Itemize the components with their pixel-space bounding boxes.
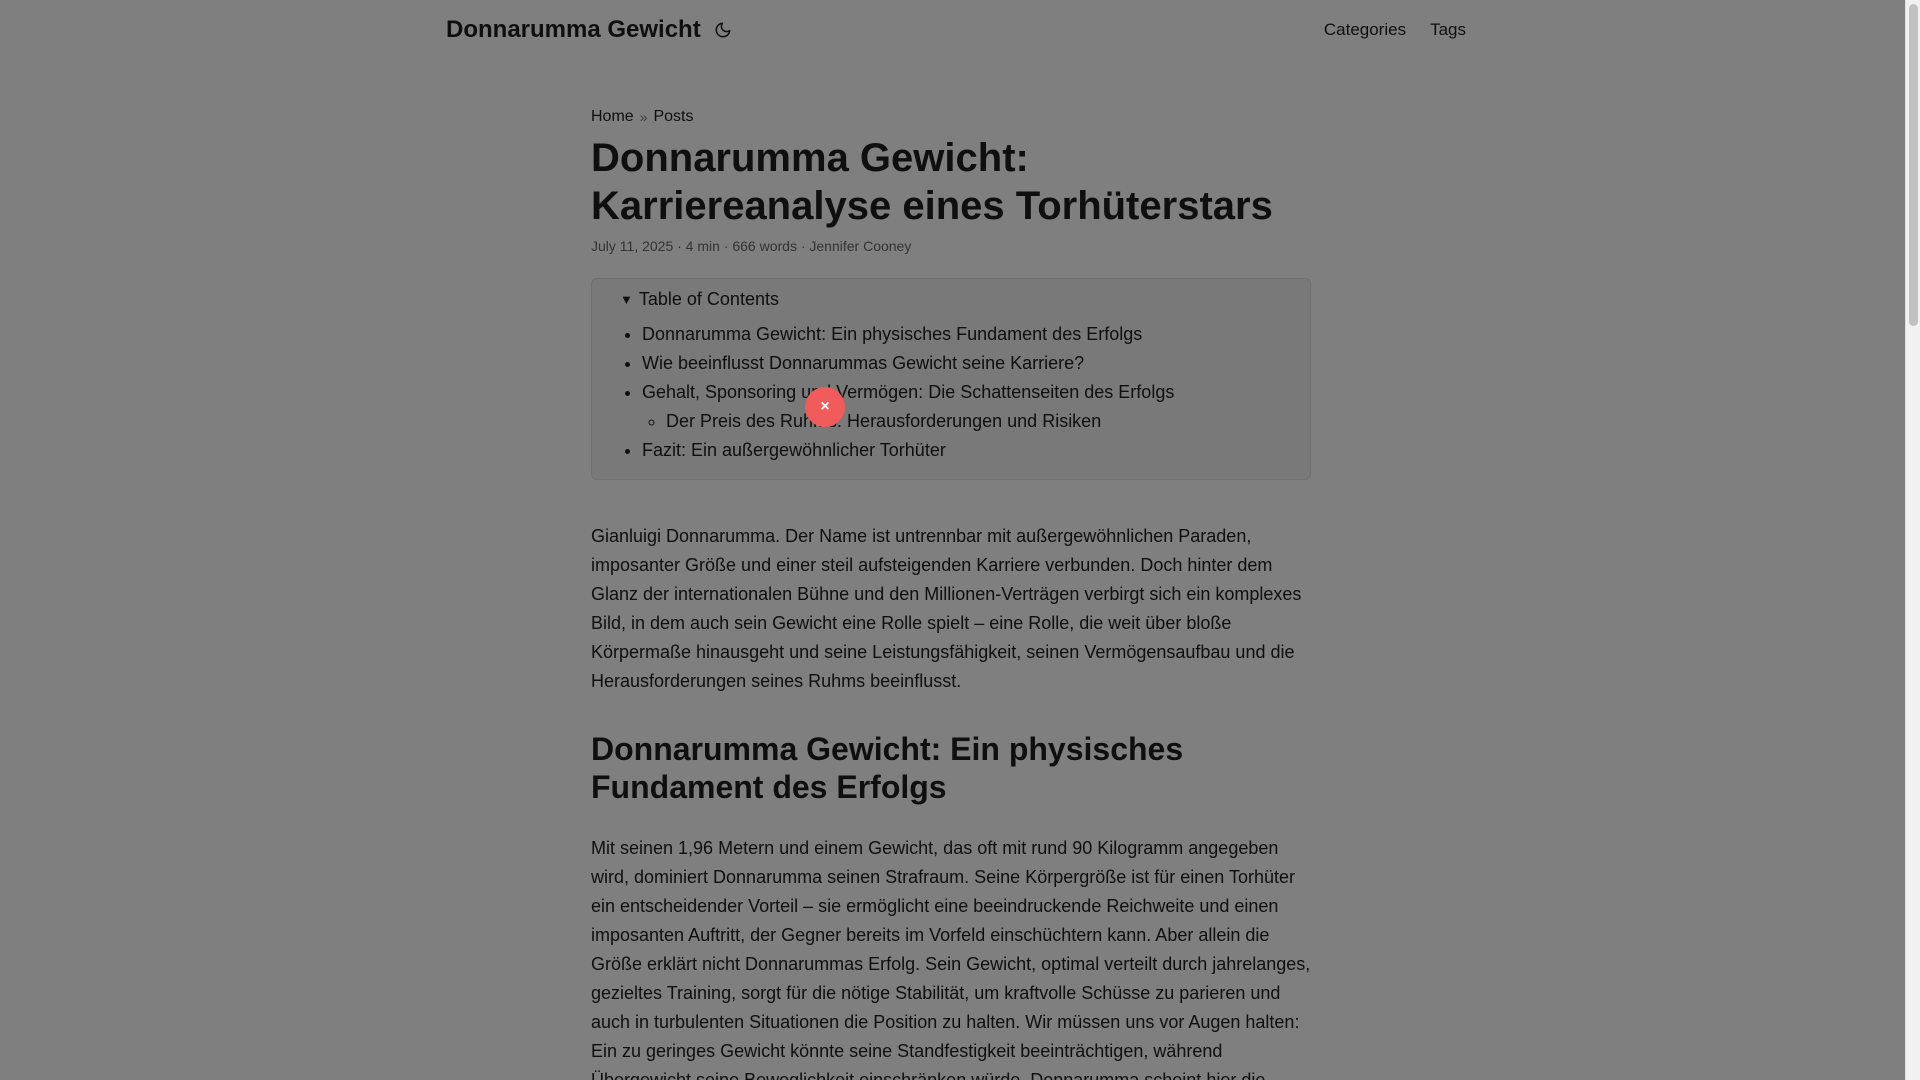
close-icon[interactable]: × (805, 387, 845, 427)
scrollbar-thumb[interactable] (1909, 4, 1918, 326)
scrollbar[interactable] (1905, 0, 1920, 1080)
